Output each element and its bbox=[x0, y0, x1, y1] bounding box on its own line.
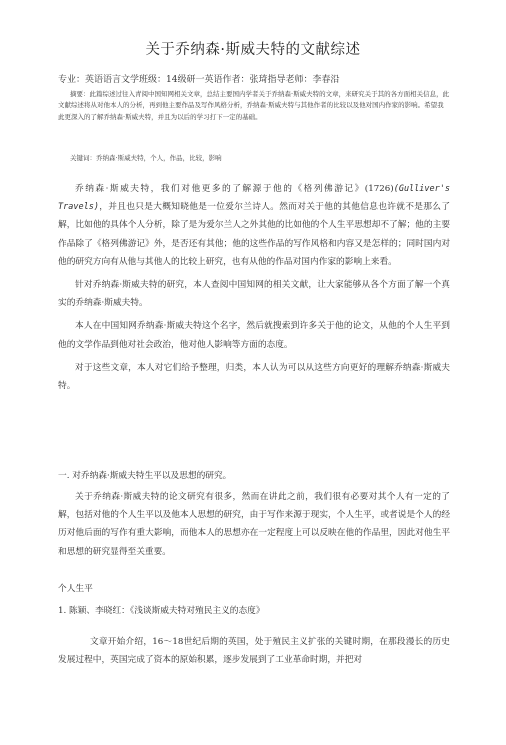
intro-p1-rest: ，并且也只是大概知晓他是一位爱尔兰诗人。然而对关于他的其他信息也许就不是那么了解，比如他的具体个人分析，除了是为爱尔兰人之外其他的比如他的个人生平思想却不了解；他的主要作品除了《格列佛游记》外，是否还有其他；他的这些作品的写作风格和内容又是怎样的；同时国内对他的研究方向有从他与其他人的比较上研究，也有从他的作品对国内作家的影响上来看。 bbox=[58, 202, 450, 267]
section-1-paragraph-1: 关于乔纳森·斯威夫特的论文研究有很多，然而在讲此之前，我们很有必要对其个人有一定的了解，包括对他的个人生平以及他本人思想的研究，由于写作来源于现实，个人生平，或者说是个人的经历对他后面的写作有重大影响，而他本人的思想亦在一定程度上可以反映在他的作品里，因此对他生平和思想的研究显得至关重要。 bbox=[58, 492, 450, 557]
intro-paragraph-3: 本人在中国知网乔纳森·斯威夫特这个名字，然后就搜索到许多关于他的论文，从他的个人生平到他的文学作品到他对社会政治，他对他人影响等方面的态度。 bbox=[58, 321, 450, 350]
intro-body bbox=[58, 180, 450, 395]
intro-p1-italic-title: (Gulliver's Travels) bbox=[58, 184, 450, 213]
section-1-heading: 一. 对乔纳森·斯威夫特生平以及思想的研究。 bbox=[58, 471, 232, 481]
author-meta-line: 专业：英语语言文学班级：14级研一英语作者：张琦指导老师：李春沿 bbox=[58, 75, 340, 85]
subsection-heading: 个人生平 bbox=[58, 584, 93, 594]
section-1-paragraph-2: 文章开始介绍，16～18世纪后期的英国，处于殖民主义扩张的关键时期，在那段漫长的历史发展过程中，英国完成了资本的原始积累，逐步发展到了工业革命时期，并把对 bbox=[58, 637, 450, 666]
intro-paragraph-1 bbox=[58, 180, 450, 271]
intro-p1-text: 乔纳森·斯威夫特，我们对他更多的了解源于他的《格列佛游记》(1726) bbox=[75, 184, 394, 194]
section-1-body-2 bbox=[58, 633, 450, 669]
intro-paragraph-4: 对于这些文章，本人对它们给予整理，归类，本人认为可以从这些方向更好的理解乔纳森·斯威夫特。 bbox=[58, 362, 450, 392]
keywords-line: 关键词：乔纳森·斯威夫特，个人，作品，比较，影响 bbox=[70, 154, 222, 162]
abstract-text: 摘要：此篇综述过往入青阅中国知网相关文章，总结主要国内学者关于乔纳森·斯威夫特的文章，来研究关于其的各方面相关信息，此文献综述将从对他本人的分析，再到他主要作品及写作风格分析，乔纳森·斯威夫特与其他作者的比较以及他对国内作家的影响。希望我此更深入的了解乔纳森·斯威夫特，并且为以后的学习打下一定的基础。 bbox=[58, 90, 450, 121]
reference-item-1: 1. 陈颖、李晓红：《浅谈斯威夫特对殖民主义的态度》 bbox=[58, 606, 265, 616]
abstract bbox=[58, 89, 450, 123]
section-1-body bbox=[58, 488, 450, 561]
document-title: 关于乔纳森·斯威夫特的文献综述 bbox=[145, 42, 361, 58]
intro-paragraph-2: 针对乔纳森·斯威夫特的研究，本人查阅中国知网的相关文献，让大家能够从各个方面了解一个真实的乔纳森·斯威夫特。 bbox=[58, 280, 450, 309]
